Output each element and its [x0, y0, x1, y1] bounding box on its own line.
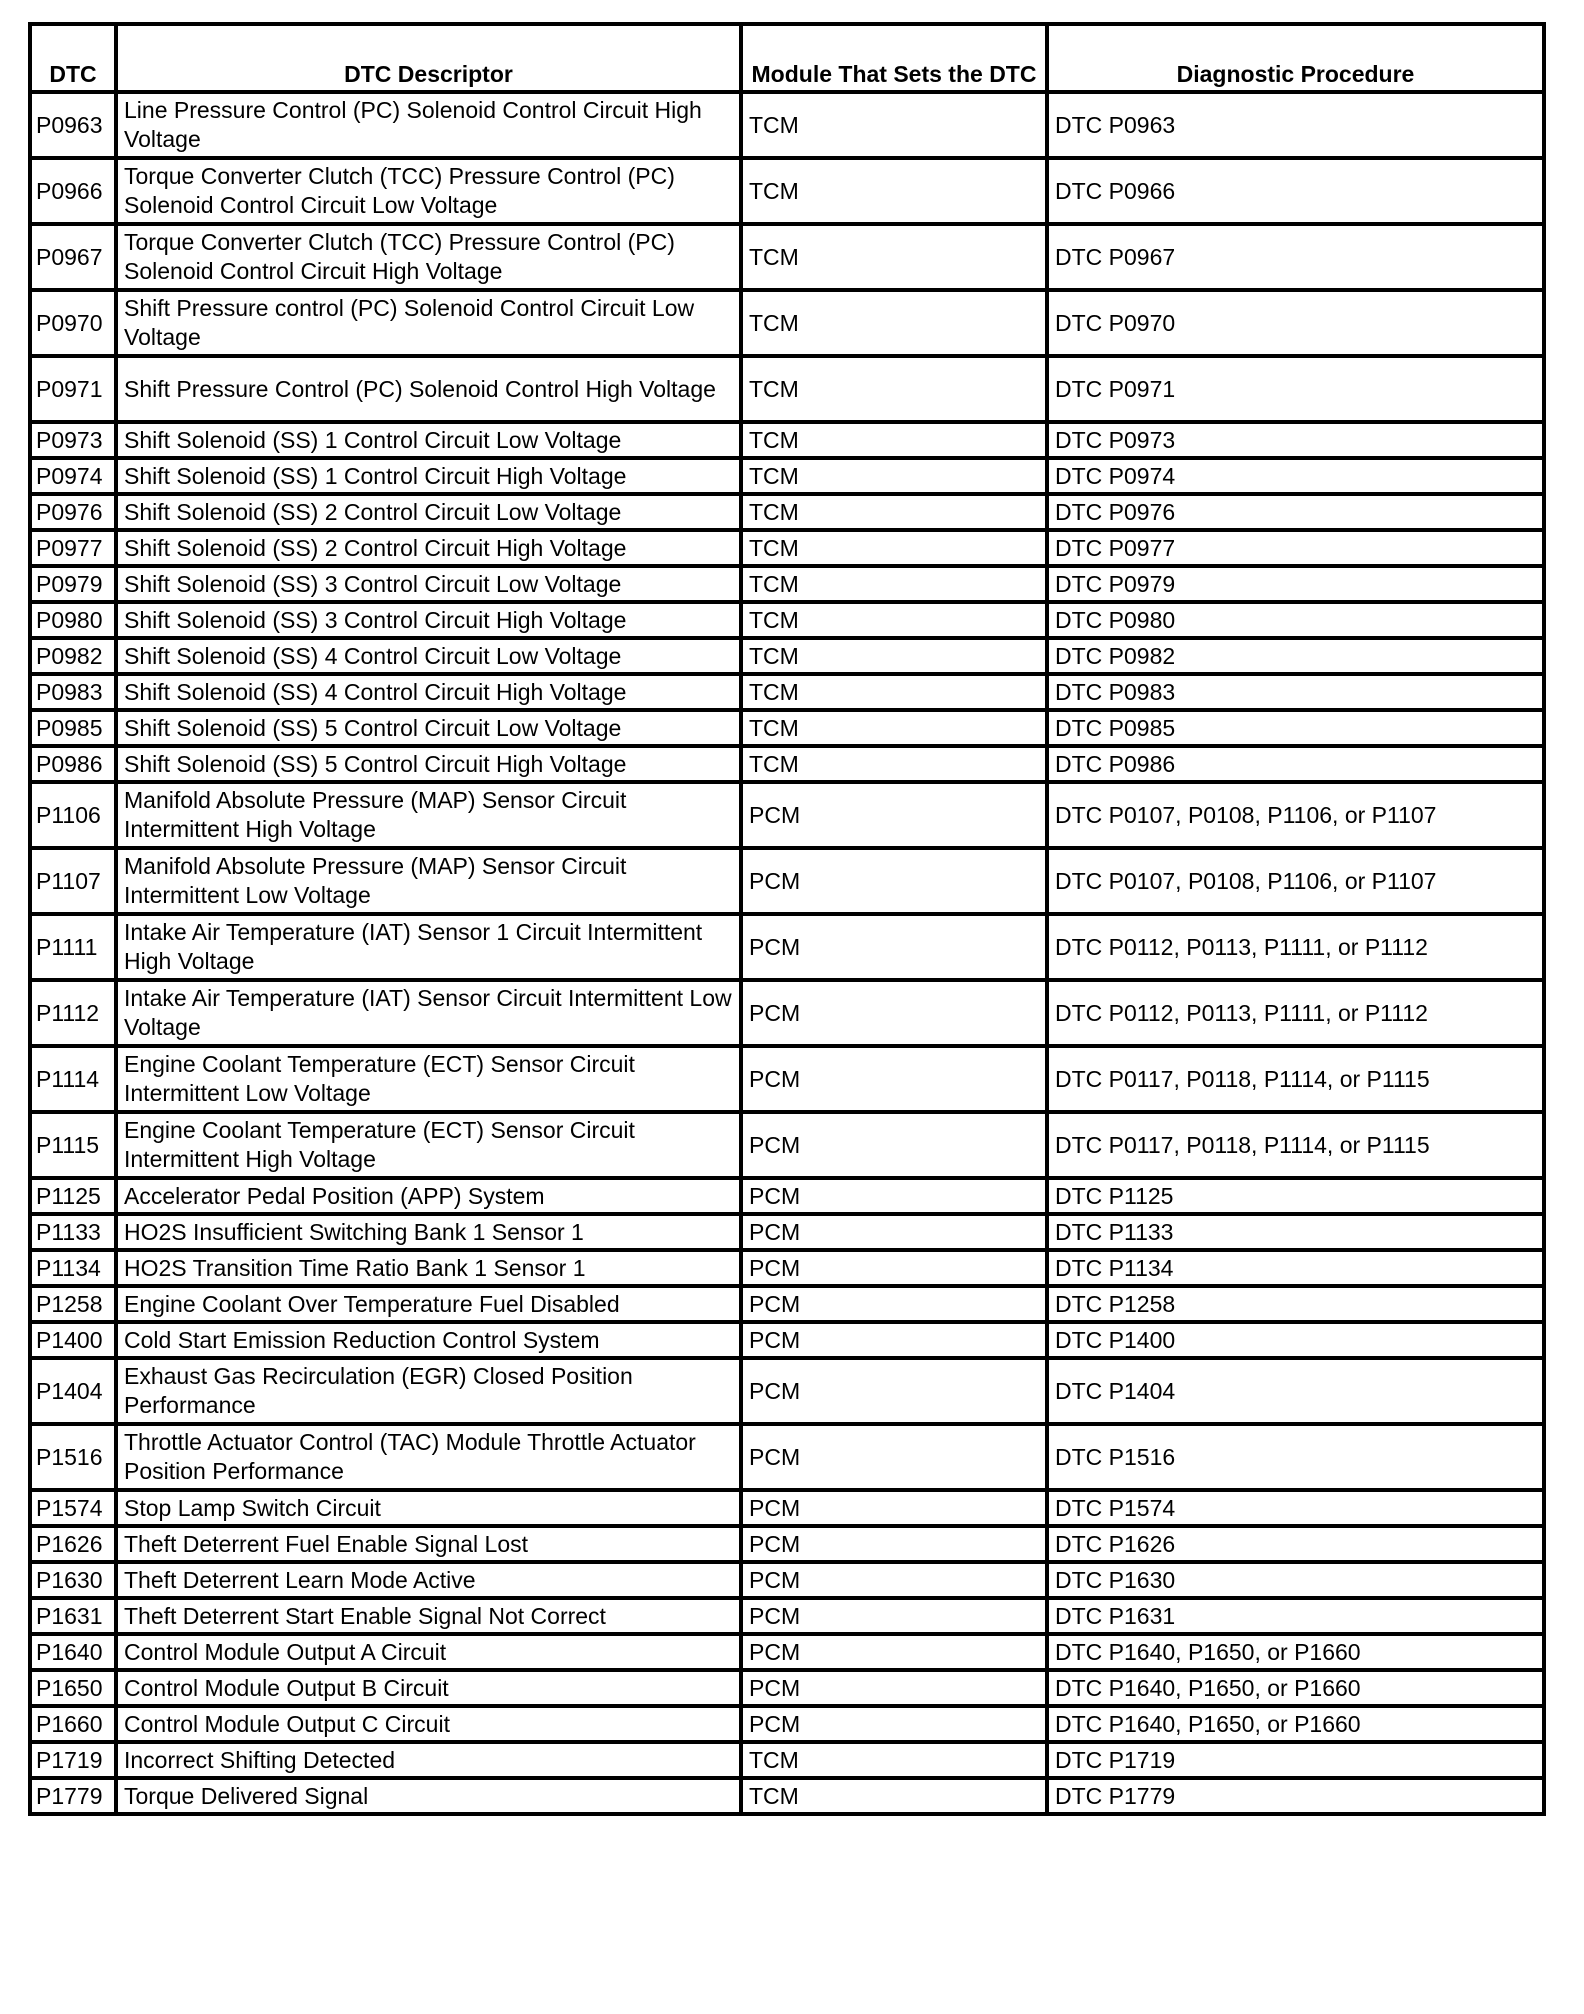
dtc-code-cell: P1640	[30, 1634, 116, 1670]
module-cell: PCM	[741, 1562, 1047, 1598]
dtc-code-cell: P0983	[30, 674, 116, 710]
module-cell: PCM	[741, 782, 1047, 848]
table-row	[30, 914, 1544, 980]
table-row	[30, 710, 1544, 746]
table-row	[30, 356, 1544, 422]
table-row	[30, 224, 1544, 290]
dtc-descriptor-cell: Shift Solenoid (SS) 4 Control Circuit Low Voltage	[116, 638, 741, 674]
table-row	[30, 1706, 1544, 1742]
dtc-table	[28, 22, 1546, 1816]
dtc-code-cell: P1630	[30, 1562, 116, 1598]
table-row	[30, 566, 1544, 602]
module-cell: TCM	[741, 224, 1047, 290]
diagnostic-procedure-cell: DTC P0112, P0113, P1111, or P1112	[1047, 980, 1544, 1046]
table-row	[30, 1778, 1544, 1814]
dtc-code-cell: P1112	[30, 980, 116, 1046]
diagnostic-procedure-cell: DTC P0974	[1047, 458, 1544, 494]
module-cell: PCM	[741, 1286, 1047, 1322]
dtc-code-cell: P0977	[30, 530, 116, 566]
table-row	[30, 674, 1544, 710]
table-row	[30, 1322, 1544, 1358]
module-cell: PCM	[741, 914, 1047, 980]
diagnostic-procedure-cell: DTC P0986	[1047, 746, 1544, 782]
dtc-code-cell: P1134	[30, 1250, 116, 1286]
diagnostic-procedure-cell: DTC P0973	[1047, 422, 1544, 458]
table-row	[30, 1250, 1544, 1286]
module-cell: PCM	[741, 1112, 1047, 1178]
header-row	[30, 24, 1544, 92]
header-descriptor: DTC Descriptor	[116, 24, 741, 92]
dtc-code-cell: P0986	[30, 746, 116, 782]
header-procedure: Diagnostic Procedure	[1047, 24, 1544, 92]
diagnostic-procedure-cell: DTC P1640, P1650, or P1660	[1047, 1634, 1544, 1670]
module-cell: TCM	[741, 1778, 1047, 1814]
diagnostic-procedure-cell: DTC P0977	[1047, 530, 1544, 566]
dtc-descriptor-cell: Cold Start Emission Reduction Control System	[116, 1322, 741, 1358]
dtc-descriptor-cell: Accelerator Pedal Position (APP) System	[116, 1178, 741, 1214]
diagnostic-procedure-cell: DTC P0967	[1047, 224, 1544, 290]
dtc-code-cell: P0974	[30, 458, 116, 494]
diagnostic-procedure-cell: DTC P1779	[1047, 1778, 1544, 1814]
dtc-code-cell: P1133	[30, 1214, 116, 1250]
table-row	[30, 530, 1544, 566]
diagnostic-procedure-cell: DTC P0970	[1047, 290, 1544, 356]
dtc-descriptor-cell: HO2S Transition Time Ratio Bank 1 Sensor 1	[116, 1250, 741, 1286]
dtc-code-cell: P1626	[30, 1526, 116, 1562]
diagnostic-procedure-cell: DTC P0985	[1047, 710, 1544, 746]
module-cell: PCM	[741, 1670, 1047, 1706]
table-row	[30, 290, 1544, 356]
module-cell: PCM	[741, 1598, 1047, 1634]
module-cell: TCM	[741, 494, 1047, 530]
table-row	[30, 1424, 1544, 1490]
module-cell: TCM	[741, 158, 1047, 224]
dtc-descriptor-cell: Shift Solenoid (SS) 1 Control Circuit High Voltage	[116, 458, 741, 494]
table-row	[30, 1742, 1544, 1778]
header-dtc: DTC	[30, 24, 116, 92]
module-cell: TCM	[741, 638, 1047, 674]
module-cell: PCM	[741, 1046, 1047, 1112]
diagnostic-procedure-cell: DTC P1719	[1047, 1742, 1544, 1778]
diagnostic-procedure-cell: DTC P0966	[1047, 158, 1544, 224]
table-row	[30, 1598, 1544, 1634]
diagnostic-procedure-cell: DTC P0107, P0108, P1106, or P1107	[1047, 848, 1544, 914]
dtc-descriptor-cell: Shift Solenoid (SS) 1 Control Circuit Low Voltage	[116, 422, 741, 458]
table-row	[30, 1526, 1544, 1562]
dtc-descriptor-cell: Theft Deterrent Learn Mode Active	[116, 1562, 741, 1598]
diagnostic-procedure-cell: DTC P0117, P0118, P1114, or P1115	[1047, 1112, 1544, 1178]
dtc-descriptor-cell: Engine Coolant Temperature (ECT) Sensor Circuit Intermittent High Voltage	[116, 1112, 741, 1178]
dtc-code-cell: P1719	[30, 1742, 116, 1778]
diagnostic-procedure-cell: DTC P1258	[1047, 1286, 1544, 1322]
dtc-descriptor-cell: Control Module Output B Circuit	[116, 1670, 741, 1706]
dtc-code-cell: P0970	[30, 290, 116, 356]
diagnostic-procedure-cell: DTC P0117, P0118, P1114, or P1115	[1047, 1046, 1544, 1112]
module-cell: TCM	[741, 458, 1047, 494]
diagnostic-procedure-cell: DTC P1125	[1047, 1178, 1544, 1214]
module-cell: PCM	[741, 1526, 1047, 1562]
dtc-descriptor-cell: Intake Air Temperature (IAT) Sensor Circuit Intermittent Low Voltage	[116, 980, 741, 1046]
module-cell: PCM	[741, 1250, 1047, 1286]
table-header	[30, 24, 1544, 92]
module-cell: TCM	[741, 674, 1047, 710]
dtc-code-cell: P1779	[30, 1778, 116, 1814]
diagnostic-procedure-cell: DTC P0982	[1047, 638, 1544, 674]
dtc-code-cell: P1650	[30, 1670, 116, 1706]
diagnostic-procedure-cell: DTC P0963	[1047, 92, 1544, 158]
dtc-descriptor-cell: Shift Solenoid (SS) 5 Control Circuit High Voltage	[116, 746, 741, 782]
table-row	[30, 458, 1544, 494]
table-row	[30, 494, 1544, 530]
diagnostic-procedure-cell: DTC P1630	[1047, 1562, 1544, 1598]
diagnostic-procedure-cell: DTC P0112, P0113, P1111, or P1112	[1047, 914, 1544, 980]
dtc-descriptor-cell: Throttle Actuator Control (TAC) Module Throttle Actuator Position Performance	[116, 1424, 741, 1490]
table-row	[30, 422, 1544, 458]
module-cell: PCM	[741, 1424, 1047, 1490]
dtc-code-cell: P0967	[30, 224, 116, 290]
module-cell: TCM	[741, 1742, 1047, 1778]
table-row	[30, 980, 1544, 1046]
table-row	[30, 158, 1544, 224]
dtc-descriptor-cell: Shift Solenoid (SS) 2 Control Circuit High Voltage	[116, 530, 741, 566]
table-row	[30, 1562, 1544, 1598]
dtc-descriptor-cell: Exhaust Gas Recirculation (EGR) Closed Position Performance	[116, 1358, 741, 1424]
diagnostic-procedure-cell: DTC P1400	[1047, 1322, 1544, 1358]
dtc-code-cell: P0980	[30, 602, 116, 638]
table-row	[30, 782, 1544, 848]
dtc-code-cell: P0963	[30, 92, 116, 158]
dtc-code-cell: P1106	[30, 782, 116, 848]
module-cell: TCM	[741, 92, 1047, 158]
diagnostic-procedure-cell: DTC P0976	[1047, 494, 1544, 530]
dtc-code-cell: P1516	[30, 1424, 116, 1490]
module-cell: PCM	[741, 1214, 1047, 1250]
dtc-descriptor-cell: Engine Coolant Over Temperature Fuel Disabled	[116, 1286, 741, 1322]
dtc-code-cell: P0971	[30, 356, 116, 422]
module-cell: PCM	[741, 1634, 1047, 1670]
diagnostic-procedure-cell: DTC P0980	[1047, 602, 1544, 638]
dtc-descriptor-cell: Theft Deterrent Start Enable Signal Not Correct	[116, 1598, 741, 1634]
diagnostic-procedure-cell: DTC P1640, P1650, or P1660	[1047, 1706, 1544, 1742]
table-row	[30, 1046, 1544, 1112]
dtc-descriptor-cell: Shift Pressure Control (PC) Solenoid Control High Voltage	[116, 356, 741, 422]
table-row	[30, 1286, 1544, 1322]
dtc-descriptor-cell: Theft Deterrent Fuel Enable Signal Lost	[116, 1526, 741, 1562]
dtc-descriptor-cell: Torque Converter Clutch (TCC) Pressure Control (PC) Solenoid Control Circuit High Voltage	[116, 224, 741, 290]
module-cell: PCM	[741, 1490, 1047, 1526]
dtc-code-cell: P1400	[30, 1322, 116, 1358]
module-cell: PCM	[741, 848, 1047, 914]
table-row	[30, 92, 1544, 158]
dtc-code-cell: P1111	[30, 914, 116, 980]
table-row	[30, 1112, 1544, 1178]
module-cell: TCM	[741, 746, 1047, 782]
module-cell: TCM	[741, 530, 1047, 566]
diagnostic-procedure-cell: DTC P1134	[1047, 1250, 1544, 1286]
module-cell: TCM	[741, 422, 1047, 458]
dtc-descriptor-cell: Manifold Absolute Pressure (MAP) Sensor Circuit Intermittent Low Voltage	[116, 848, 741, 914]
table-row	[30, 1490, 1544, 1526]
dtc-code-cell: P0966	[30, 158, 116, 224]
module-cell: TCM	[741, 356, 1047, 422]
table-body	[30, 92, 1544, 1814]
diagnostic-procedure-cell: DTC P1133	[1047, 1214, 1544, 1250]
dtc-code-cell: P1258	[30, 1286, 116, 1322]
table-row	[30, 848, 1544, 914]
dtc-descriptor-cell: Shift Solenoid (SS) 4 Control Circuit High Voltage	[116, 674, 741, 710]
dtc-code-cell: P0979	[30, 566, 116, 602]
dtc-code-cell: P0973	[30, 422, 116, 458]
table-row	[30, 1670, 1544, 1706]
diagnostic-procedure-cell: DTC P1404	[1047, 1358, 1544, 1424]
dtc-code-cell: P1114	[30, 1046, 116, 1112]
dtc-code-cell: P0976	[30, 494, 116, 530]
dtc-descriptor-cell: HO2S Insufficient Switching Bank 1 Sensor 1	[116, 1214, 741, 1250]
dtc-descriptor-cell: Intake Air Temperature (IAT) Sensor 1 Circuit Intermittent High Voltage	[116, 914, 741, 980]
diagnostic-procedure-cell: DTC P1631	[1047, 1598, 1544, 1634]
dtc-descriptor-cell: Line Pressure Control (PC) Solenoid Control Circuit High Voltage	[116, 92, 741, 158]
diagnostic-procedure-cell: DTC P1516	[1047, 1424, 1544, 1490]
dtc-descriptor-cell: Shift Solenoid (SS) 3 Control Circuit Low Voltage	[116, 566, 741, 602]
table-row	[30, 1214, 1544, 1250]
module-cell: TCM	[741, 710, 1047, 746]
header-module: Module That Sets the DTC	[741, 24, 1047, 92]
table-row	[30, 602, 1544, 638]
diagnostic-procedure-cell: DTC P1626	[1047, 1526, 1544, 1562]
dtc-code-cell: P1631	[30, 1598, 116, 1634]
diagnostic-procedure-cell: DTC P1640, P1650, or P1660	[1047, 1670, 1544, 1706]
table-row	[30, 1634, 1544, 1670]
diagnostic-procedure-cell: DTC P0983	[1047, 674, 1544, 710]
dtc-descriptor-cell: Manifold Absolute Pressure (MAP) Sensor Circuit Intermittent High Voltage	[116, 782, 741, 848]
dtc-code-cell: P1660	[30, 1706, 116, 1742]
dtc-code-cell: P1404	[30, 1358, 116, 1424]
dtc-code-cell: P0982	[30, 638, 116, 674]
dtc-code-cell: P1125	[30, 1178, 116, 1214]
module-cell: TCM	[741, 290, 1047, 356]
table-row	[30, 1358, 1544, 1424]
dtc-descriptor-cell: Torque Delivered Signal	[116, 1778, 741, 1814]
dtc-descriptor-cell: Shift Solenoid (SS) 3 Control Circuit High Voltage	[116, 602, 741, 638]
dtc-code-cell: P0985	[30, 710, 116, 746]
dtc-descriptor-cell: Stop Lamp Switch Circuit	[116, 1490, 741, 1526]
module-cell: TCM	[741, 566, 1047, 602]
module-cell: PCM	[741, 1706, 1047, 1742]
dtc-descriptor-cell: Torque Converter Clutch (TCC) Pressure Control (PC) Solenoid Control Circuit Low Voltage	[116, 158, 741, 224]
dtc-descriptor-cell: Incorrect Shifting Detected	[116, 1742, 741, 1778]
diagnostic-procedure-cell: DTC P0971	[1047, 356, 1544, 422]
dtc-descriptor-cell: Engine Coolant Temperature (ECT) Sensor Circuit Intermittent Low Voltage	[116, 1046, 741, 1112]
diagnostic-procedure-cell: DTC P0107, P0108, P1106, or P1107	[1047, 782, 1544, 848]
dtc-descriptor-cell: Shift Solenoid (SS) 5 Control Circuit Low Voltage	[116, 710, 741, 746]
module-cell: PCM	[741, 1178, 1047, 1214]
diagnostic-procedure-cell: DTC P1574	[1047, 1490, 1544, 1526]
module-cell: TCM	[741, 602, 1047, 638]
dtc-descriptor-cell: Shift Solenoid (SS) 2 Control Circuit Low Voltage	[116, 494, 741, 530]
dtc-descriptor-cell: Shift Pressure control (PC) Solenoid Control Circuit Low Voltage	[116, 290, 741, 356]
module-cell: PCM	[741, 1322, 1047, 1358]
dtc-descriptor-cell: Control Module Output A Circuit	[116, 1634, 741, 1670]
dtc-code-cell: P1574	[30, 1490, 116, 1526]
diagnostic-procedure-cell: DTC P0979	[1047, 566, 1544, 602]
module-cell: PCM	[741, 1358, 1047, 1424]
dtc-code-cell: P1107	[30, 848, 116, 914]
dtc-code-cell: P1115	[30, 1112, 116, 1178]
dtc-descriptor-cell: Control Module Output C Circuit	[116, 1706, 741, 1742]
table-row	[30, 746, 1544, 782]
module-cell: PCM	[741, 980, 1047, 1046]
table-row	[30, 1178, 1544, 1214]
table-row	[30, 638, 1544, 674]
